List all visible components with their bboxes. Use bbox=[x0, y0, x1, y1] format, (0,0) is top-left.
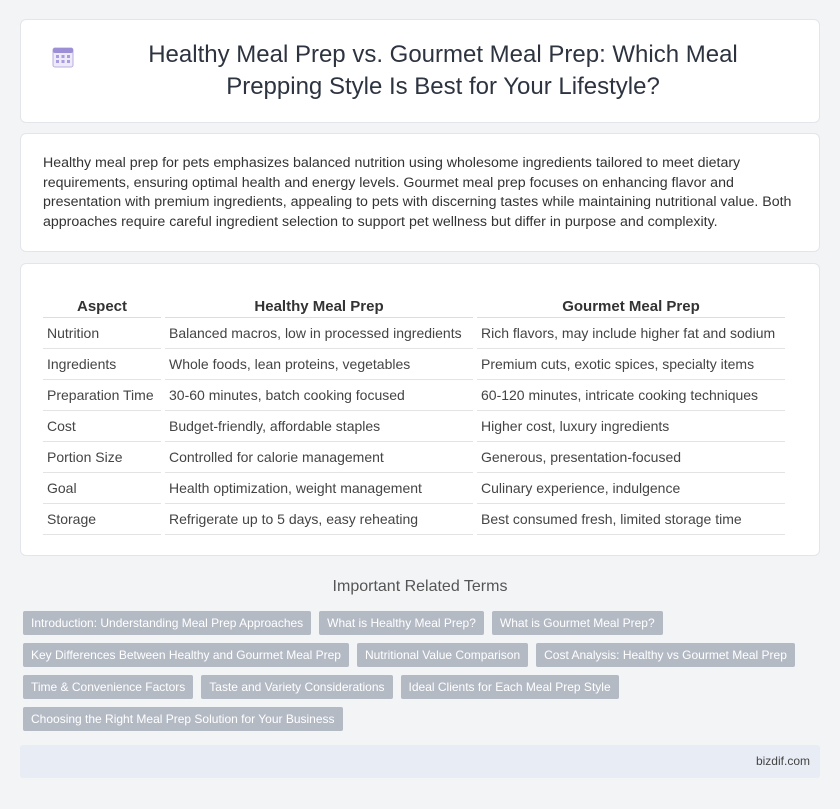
tag-link[interactable]: What is Gourmet Meal Prep? bbox=[492, 611, 663, 635]
table-cell: Higher cost, luxury ingredients bbox=[477, 411, 785, 442]
table-cell: Rich flavors, may include higher fat and sodium bbox=[477, 318, 785, 349]
tag-row bbox=[23, 675, 813, 699]
table-header-row bbox=[43, 296, 785, 318]
comparison-table-card bbox=[20, 263, 820, 556]
tag-row bbox=[23, 707, 813, 731]
table-row bbox=[43, 442, 785, 473]
table-cell: Budget-friendly, affordable staples bbox=[165, 411, 473, 442]
calendar-grid-icon bbox=[51, 45, 75, 69]
related-terms-title: Important Related Terms bbox=[332, 578, 508, 595]
comparison-table bbox=[39, 296, 789, 535]
table-cell: Portion Size bbox=[43, 442, 161, 473]
table-cell: Generous, presentation-focused bbox=[477, 442, 785, 473]
tag-link[interactable]: What is Healthy Meal Prep? bbox=[319, 611, 484, 635]
intro-card bbox=[20, 133, 820, 252]
tag-link[interactable]: Ideal Clients for Each Meal Prep Style bbox=[401, 675, 619, 699]
tag-row bbox=[23, 643, 813, 667]
table-cell: Controlled for calorie management bbox=[165, 442, 473, 473]
table-cell: Health optimization, weight management bbox=[165, 473, 473, 504]
tag-link[interactable]: Choosing the Right Meal Prep Solution for Your Business bbox=[23, 707, 343, 731]
table-cell: Storage bbox=[43, 504, 161, 535]
header-gourmet: Gourmet Meal Prep bbox=[477, 296, 785, 318]
table-cell: Best consumed fresh, limited storage time bbox=[477, 504, 785, 535]
table-cell: Preparation Time bbox=[43, 380, 161, 411]
related-terms-tags bbox=[23, 611, 813, 739]
table-cell: Goal bbox=[43, 473, 161, 504]
page-title: Healthy Meal Prep vs. Gourmet Meal Prep: Which Meal Prepping Style Is Best for Your Lifestyle? bbox=[148, 41, 738, 100]
table-row bbox=[43, 380, 785, 411]
tag-link[interactable]: Taste and Variety Considerations bbox=[201, 675, 392, 699]
table-cell: Culinary experience, indulgence bbox=[477, 473, 785, 504]
tag-link[interactable]: Time & Convenience Factors bbox=[23, 675, 193, 699]
table-cell: Cost bbox=[43, 411, 161, 442]
tag-link[interactable]: Introduction: Understanding Meal Prep Approaches bbox=[23, 611, 311, 635]
table-cell: Nutrition bbox=[43, 318, 161, 349]
table-cell: Refrigerate up to 5 days, easy reheating bbox=[165, 504, 473, 535]
table-row bbox=[43, 411, 785, 442]
footer bbox=[20, 745, 820, 778]
table-row bbox=[43, 318, 785, 349]
title-wrap bbox=[21, 39, 819, 103]
table-row bbox=[43, 504, 785, 535]
tag-row bbox=[23, 611, 813, 635]
header-healthy: Healthy Meal Prep bbox=[165, 296, 473, 318]
tag-link[interactable]: Nutritional Value Comparison bbox=[357, 643, 528, 667]
tag-link[interactable]: Key Differences Between Healthy and Gourmet Meal Prep bbox=[23, 643, 349, 667]
table-row bbox=[43, 473, 785, 504]
table-cell: Ingredients bbox=[43, 349, 161, 380]
table-cell: Premium cuts, exotic spices, specialty items bbox=[477, 349, 785, 380]
table-cell: 60-120 minutes, intricate cooking techniques bbox=[477, 380, 785, 411]
header-card bbox=[20, 19, 820, 123]
table-cell: 30-60 minutes, batch cooking focused bbox=[165, 380, 473, 411]
header-aspect: Aspect bbox=[43, 296, 161, 318]
table-cell: Balanced macros, low in processed ingredients bbox=[165, 318, 473, 349]
table-row bbox=[43, 349, 785, 380]
footer-site-link[interactable]: bizdif.com bbox=[755, 754, 810, 768]
tag-link[interactable]: Cost Analysis: Healthy vs Gourmet Meal Prep bbox=[536, 643, 795, 667]
table-cell: Whole foods, lean proteins, vegetables bbox=[165, 349, 473, 380]
intro-text: Healthy meal prep for pets emphasizes balanced nutrition using wholesome ingredients tailored to meet dietary requirements, ensuring optimal health and energy levels. Gourmet meal prep focuses on enhancing flavor and presentation with premium ingredients, appealing to pets with discerning tastes while maintaining nutritional value. Both approaches require careful ingredient selection to support pet wellness but differ in purpose and complexity. bbox=[43, 155, 792, 230]
